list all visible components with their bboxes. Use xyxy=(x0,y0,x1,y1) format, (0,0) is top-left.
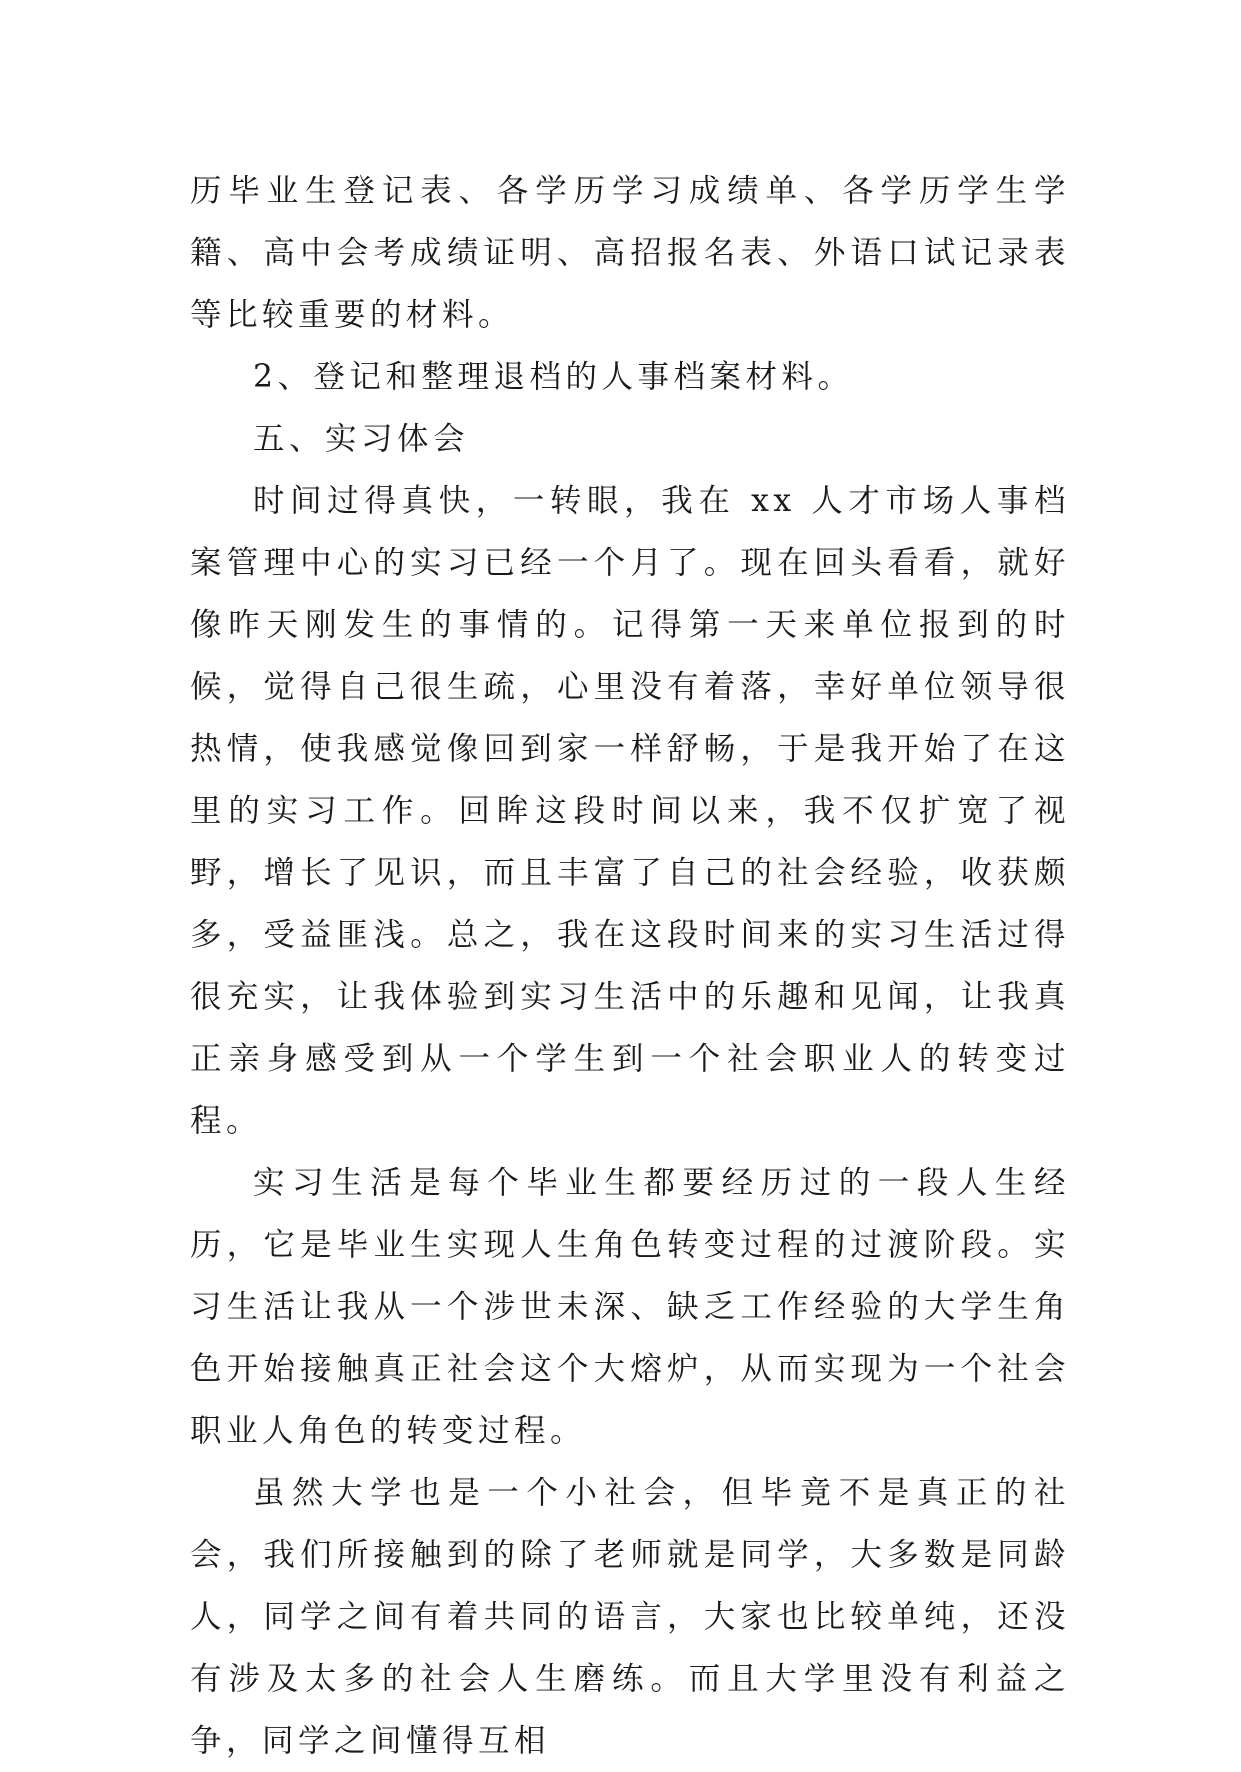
paragraph-university-society: 虽然大学也是一个小社会，但毕竟不是真正的社会，我们所接触到的除了老师就是同学，大多数是同龄人，同学之间有着共同的语言，大家也比较单纯，还没有涉及太多的社会人生磨练。而且大学里没有利益之争，同学之间懂得互相 xyxy=(190,1475,1070,1759)
section-heading-internship-reflections: 五、实习体会 xyxy=(253,421,470,457)
document-body xyxy=(190,160,1070,1772)
paragraph-item-2: 2、登记和整理退档的人事档案材料。 xyxy=(253,359,854,395)
paragraph-materials-list: 历毕业生登记表、各学历学习成绩单、各学历学生学籍、高中会考成绩证明、高招报名表、外语口试记录表等比较重要的材料。 xyxy=(190,173,1070,333)
paragraph-internship-life: 实习生活是每个毕业生都要经历过的一段人生经历，它是毕业生实现人生角色转变过程的过渡阶段。实习生活让我从一个涉世未深、缺乏工作经验的大学生角色开始接触真正社会这个大熔炉，从而实现为一个社会职业人角色的转变过程。 xyxy=(190,1165,1070,1449)
paragraph-time-flies: 时间过得真快，一转眼，我在 xx 人才市场人事档案管理中心的实习已经一个月了。现在回头看看，就好像昨天刚发生的事情的。记得第一天来单位报到的时候，觉得自己很生疏，心里没有着落，幸好单位领导很热情，使我感觉像回到家一样舒畅，于是我开始了在这里的实习工作。回眸这段时间以来，我不仅扩宽了视野，增长了见识，而且丰富了自己的社会经验，收获颇多，受益匪浅。总之，我在这段时间来的实习生活过得很充实，让我体验到实习生活中的乐趣和见闻，让我真正亲身感受到从一个学生到一个社会职业人的转变过程。 xyxy=(190,483,1070,1139)
